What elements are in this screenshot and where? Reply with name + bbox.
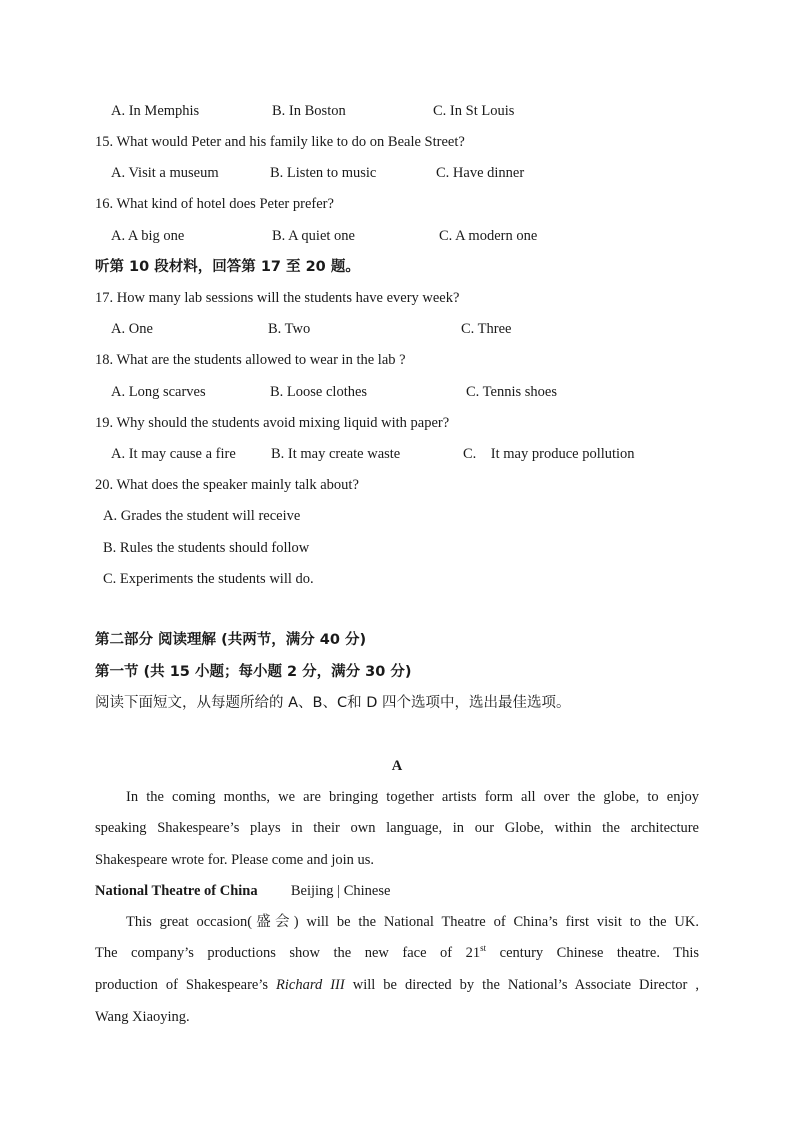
q17-option-c: C. Three — [461, 321, 512, 337]
passage-label: A — [391, 758, 403, 774]
section-10-heading: 听第 10 段材料，回答第 17 至 20 题。 — [95, 259, 360, 275]
body-line-3-end: will be directed by the National’s Associate Director , — [344, 977, 699, 993]
ordinal-suffix: st — [480, 943, 487, 954]
passage-body-line-4: Wang Xiaoying. — [95, 1009, 190, 1025]
play-title: Richard III — [276, 977, 345, 993]
q18-option-b: B. Loose clothes — [270, 384, 368, 400]
theatre-location: Beijing | Chinese — [290, 883, 391, 899]
q14-option-b: B. In Boston — [272, 103, 346, 119]
q14-option-a: A. In Memphis — [111, 103, 200, 119]
passage-intro-line-2: speaking Shakespeare’s plays in their own language, in our Globe, within the architecture — [95, 820, 699, 836]
q17-option-b: B. Two — [268, 321, 311, 337]
reading-part-title: 第二部分 阅读理解 (共两节，满分 40 分) — [95, 632, 367, 648]
reading-section-title: 第一节 (共 15 小题；每小题 2 分，满分 30 分) — [95, 664, 412, 680]
theatre-name: National Theatre of China — [95, 883, 258, 899]
q19-option-b: B. It may create waste — [271, 446, 401, 462]
passage-body-line-1: This great occasion(盛会) will be the National Theatre of China’s first visit to the UK. — [126, 914, 699, 930]
theatre-heading — [95, 881, 699, 901]
q19-question: 19. Why should the students avoid mixing liquid with paper? — [95, 415, 450, 431]
q19-option-c: C. It may produce pollution — [463, 446, 635, 462]
body-line-2-end: century Chinese theatre. This — [486, 945, 700, 961]
q20-option-b: B. Rules the students should follow — [103, 540, 310, 556]
q18-option-c: C. Tennis shoes — [466, 384, 557, 400]
body-line-3-start: production of Shakespeare’s — [95, 977, 277, 993]
q16-question: 16. What kind of hotel does Peter prefer? — [95, 196, 334, 212]
q16-option-a: A. A big one — [111, 228, 185, 244]
q17-option-a: A. One — [111, 321, 153, 337]
reading-instructions: 阅读下面短文，从每题所给的 A、B、C和 D 四个选项中，选出最佳选项。 — [95, 695, 571, 711]
q16-option-b: B. A quiet one — [272, 228, 355, 244]
q18-question: 18. What are the students allowed to wear in the lab ? — [95, 352, 406, 368]
body-line-2-start: The company’s productions show the new face of 21 — [95, 945, 481, 961]
q19-option-a: A. It may cause a fire — [111, 446, 236, 462]
q16-option-c: C. A modern one — [439, 228, 538, 244]
passage-body-line-3 — [95, 975, 699, 995]
q15-option-b: B. Listen to music — [270, 165, 377, 181]
q15-option-a: A. Visit a museum — [111, 165, 219, 181]
passage-intro-line-3: Shakespeare wrote for. Please come and join us. — [95, 852, 375, 868]
q17-question: 17. How many lab sessions will the students have every week? — [95, 290, 460, 306]
q20-question: 20. What does the speaker mainly talk about? — [95, 477, 359, 493]
q15-question: 15. What would Peter and his family like to do on Beale Street? — [95, 134, 465, 150]
passage-body-line-2 — [95, 943, 699, 963]
q20-option-c: C. Experiments the students will do. — [103, 571, 314, 587]
q14-option-c: C. In St Louis — [433, 103, 515, 119]
q18-option-a: A. Long scarves — [111, 384, 206, 400]
passage-intro-line-1: In the coming months, we are bringing together artists form all over the globe, to enjoy — [126, 789, 699, 805]
q20-option-a: A. Grades the student will receive — [103, 508, 301, 524]
q15-option-c: C. Have dinner — [436, 165, 525, 181]
